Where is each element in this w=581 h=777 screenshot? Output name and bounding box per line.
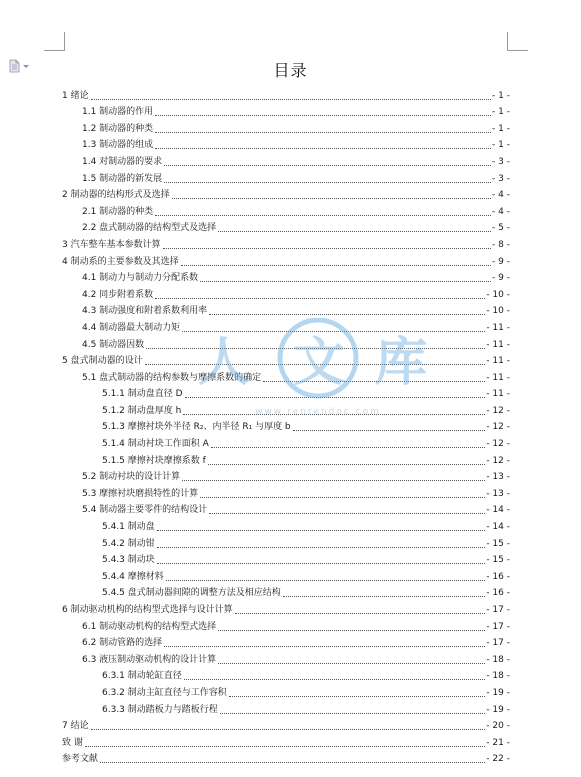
toc-entry-page: - 17 - <box>486 621 510 632</box>
toc-entry-label: 1 绪论 <box>62 90 89 101</box>
toc-entry[interactable] <box>62 732 510 749</box>
toc-entry[interactable] <box>62 317 510 334</box>
toc-leader-dots <box>172 198 491 199</box>
toc-entry[interactable] <box>62 699 510 716</box>
toc-leader-dots <box>155 298 485 299</box>
toc-entry[interactable] <box>62 583 510 600</box>
toc-entry-page: - 17 - <box>486 605 510 615</box>
toc-entry-page: - 18 - <box>486 654 510 665</box>
toc-leader-dots <box>200 281 491 282</box>
toc-entry-page: - 11 - <box>486 356 510 367</box>
toc-entry-page: - 16 - <box>486 588 510 599</box>
toc-leader-dots <box>157 563 486 564</box>
toc-entry-label: 4.4 制动器最大制动力矩 <box>82 322 181 333</box>
toc-entry-page: - 11 - <box>486 339 510 350</box>
toc-entry-label: 6.1 制动驱动机构的结构型式选择 <box>82 621 217 632</box>
toc-entry-page: - 1 - <box>492 90 510 101</box>
toc-entry-page: - 20 - <box>486 721 510 732</box>
toc-entry-label: 4 制动系的主要参数及其选择 <box>62 256 179 267</box>
toc-entry[interactable] <box>62 566 510 583</box>
toc-entry-page: - 9 - <box>492 273 510 284</box>
toc-entry[interactable] <box>62 417 510 434</box>
toc-entry-label: 5.2 制动衬块的设计计算 <box>82 472 181 483</box>
toc-entry-label: 6.3.2 制动主缸直径与工作容积 <box>102 687 227 698</box>
toc-entry-page: - 12 - <box>486 422 510 433</box>
toc-entry-label: 6.3.3 制动踏板力与踏板行程 <box>102 704 218 715</box>
toc-entry[interactable] <box>62 135 510 152</box>
toc-entry-page: - 12 - <box>486 405 510 416</box>
toc-entry[interactable] <box>62 268 510 285</box>
toc-entry[interactable] <box>62 716 510 733</box>
toc-leader-dots <box>263 381 485 382</box>
toc-leader-dots <box>182 480 485 481</box>
toc-leader-dots <box>91 729 486 730</box>
toc-leader-dots <box>85 746 485 747</box>
toc-entry-page: - 8 - <box>492 239 510 250</box>
toc-leader-dots <box>211 447 486 448</box>
toc-entry-label: 4.1 制动力与制动力分配系数 <box>82 273 199 284</box>
toc-entry-page: - 22 - <box>486 754 510 765</box>
toc-leader-dots <box>218 630 485 631</box>
toc-entry[interactable] <box>62 483 510 500</box>
toc-entry[interactable] <box>62 234 510 251</box>
toc-entry[interactable] <box>62 102 510 119</box>
toc-entry-label: 6.3.1 制动轮缸直径 <box>102 671 182 682</box>
toc-entry-page: - 21 - <box>486 737 510 748</box>
toc-leader-dots <box>155 115 491 116</box>
toc-entry-label: 2 制动器的结构形式及选择 <box>62 190 170 201</box>
toc-entry-page: - 5 - <box>492 223 510 234</box>
toc-entry-page: - 4 - <box>492 206 510 217</box>
toc-entry[interactable] <box>62 516 510 533</box>
toc-entry[interactable] <box>62 550 510 567</box>
toc-entry-label: 参考文献 <box>62 754 99 765</box>
toc-leader-dots <box>185 397 486 398</box>
toc-leader-dots <box>181 265 491 266</box>
toc-entry-label: 5.1 盘式制动器的结构参数与摩擦系数的确定 <box>82 372 262 383</box>
toc-entry[interactable] <box>62 682 510 699</box>
toc-title: 目录 <box>273 61 308 80</box>
toc-entry-page: - 12 - <box>486 439 510 450</box>
toc-leader-dots <box>145 364 486 365</box>
toc-entry-label: 5.4.1 制动盘 <box>102 522 155 533</box>
toc-entry-page: - 15 - <box>486 555 510 566</box>
toc-entry-page: - 14 - <box>486 522 510 533</box>
toc-entry-page: - 11 - <box>486 389 510 400</box>
toc-leader-dots <box>183 414 485 415</box>
toc-entry[interactable] <box>62 649 510 666</box>
toc-entry[interactable] <box>62 185 510 202</box>
toc-entry[interactable] <box>62 251 510 268</box>
toc-leader-dots <box>157 547 486 548</box>
toc-entry[interactable] <box>62 533 510 550</box>
toc-entry-page: - 10 - <box>486 289 510 300</box>
toc-entry-page: - 17 - <box>486 638 510 649</box>
crop-mark-top-left <box>44 32 65 51</box>
toc-entry[interactable] <box>62 168 510 185</box>
toc-entry-page: - 9 - <box>492 256 510 267</box>
toc-entry-label: 7 结论 <box>62 721 89 732</box>
toc-entry-page: - 1 - <box>492 140 510 151</box>
toc-entry-label: 4.3 制动强度和附着系数利用率 <box>82 306 208 317</box>
toc-entry[interactable] <box>62 616 510 633</box>
toc-leader-dots <box>166 580 486 581</box>
toc-entry[interactable] <box>62 633 510 650</box>
svg-text:www.renrendoc.com: www.renrendoc.com <box>255 407 381 417</box>
toc-entry-label: 5 盘式制动器的设计 <box>62 356 143 367</box>
toc-entry-page: - 15 - <box>486 538 510 549</box>
toc-leader-dots <box>220 713 486 714</box>
toc-leader-dots <box>208 464 486 465</box>
toc-leader-dots <box>293 430 486 431</box>
toc-entry-label: 5.4.3 制动块 <box>102 555 155 566</box>
toc-entry[interactable] <box>62 218 510 235</box>
toc-entry[interactable] <box>62 85 510 102</box>
toc-leader-dots <box>146 348 485 349</box>
toc-entry[interactable] <box>62 433 510 450</box>
toc-entry[interactable] <box>62 599 510 616</box>
toc-leader-dots <box>164 646 485 647</box>
toc-entry-label: 4.5 制动器因数 <box>82 339 145 350</box>
toc-leader-dots <box>218 231 491 232</box>
toc-entry-page: - 4 - <box>492 190 510 201</box>
toc-entry-label: 1.3 制动器的组成 <box>82 140 154 151</box>
toc-entry-page: - 14 - <box>486 505 510 516</box>
toc-entry-label: 5.1.3 摩擦衬块外半径 R₂、内半径 R₁ 与厚度 b <box>102 422 291 433</box>
toc-entry-label: 6 制动驱动机构的结构型式选择与设计计算 <box>62 605 233 615</box>
toc-entry[interactable] <box>62 201 510 218</box>
toc-entry[interactable] <box>62 367 510 384</box>
toc-entry-label: 2.1 制动器的种类 <box>82 206 154 217</box>
toc-entry-page: - 3 - <box>492 173 510 184</box>
toc-entry[interactable] <box>62 450 510 467</box>
toc-entry[interactable] <box>62 118 510 135</box>
crop-mark-top-right <box>507 32 528 51</box>
toc-entry-page: - 13 - <box>486 488 510 499</box>
toc-entry-label: 1.4 对制动器的要求 <box>82 156 163 167</box>
toc-leader-dots <box>229 696 486 697</box>
toc-entry-page: - 11 - <box>486 372 510 383</box>
toc-leader-dots <box>155 215 491 216</box>
toc-leader-dots <box>91 99 491 100</box>
table-of-contents <box>62 85 510 765</box>
toc-leader-dots <box>200 497 485 498</box>
toc-entry-label: 5.4.2 制动钳 <box>102 538 155 549</box>
toc-leader-dots <box>100 762 485 763</box>
toc-entry-label: 5.4.5 盘式制动器间隙的调整方法及相应结构 <box>102 588 281 599</box>
toc-entry-page: - 19 - <box>486 704 510 715</box>
toc-leader-dots <box>209 314 485 315</box>
toc-leader-dots <box>283 596 486 597</box>
toc-entry-label: 3 汽车整车基本参数计算 <box>62 239 161 250</box>
svg-text:库: 库 <box>375 333 428 393</box>
toc-entry-label: 1.2 制动器的种类 <box>82 123 154 134</box>
toc-entry-label: 1.5 制动器的新发展 <box>82 173 163 184</box>
toc-entry-label: 5.1.5 摩擦衬块摩擦系数 f <box>102 455 206 466</box>
toc-entry-label: 5.3 摩擦衬块磨损特性的计算 <box>82 488 199 499</box>
toc-leader-dots <box>163 248 491 249</box>
toc-entry-label: 5.1.1 制动盘直径 D <box>102 389 183 400</box>
toc-entry[interactable] <box>62 749 510 766</box>
toc-entry-label: 5.4 制动器主要零件的结构设计 <box>82 505 208 516</box>
toc-entry-page: - 1 - <box>492 107 510 118</box>
toc-entry-page: - 1 - <box>492 123 510 134</box>
toc-entry-label: 6.3 液压制动驱动机构的设计计算 <box>82 654 217 665</box>
toc-leader-dots <box>155 148 491 149</box>
toc-entry[interactable] <box>62 284 510 301</box>
toc-leader-dots <box>164 182 491 183</box>
toc-entry-page: - 16 - <box>486 571 510 582</box>
toc-entry-label: 2.2 盘式制动器的结构型式及选择 <box>82 223 217 234</box>
toc-entry[interactable] <box>62 400 510 417</box>
toc-entry-label: 5.4.4 摩擦材料 <box>102 571 164 582</box>
toc-entry-label: 5.1.2 制动盘厚度 h <box>102 405 182 416</box>
toc-entry-page: - 3 - <box>492 156 510 167</box>
toc-leader-dots <box>155 132 491 133</box>
toc-entry-label: 6.2 制动管路的选择 <box>82 638 163 649</box>
toc-leader-dots <box>209 513 485 514</box>
toc-entry-label: 1.1 制动器的作用 <box>82 107 154 118</box>
toc-entry[interactable] <box>62 500 510 517</box>
toc-leader-dots <box>218 663 485 664</box>
svg-text:人: 人 <box>198 333 251 393</box>
toc-entry-page: - 12 - <box>486 455 510 466</box>
toc-entry[interactable] <box>62 467 510 484</box>
toc-entry-label: 致 谢 <box>62 737 83 748</box>
toc-entry-label: 5.1.4 制动衬块工作面积 A <box>102 439 209 450</box>
svg-text:文: 文 <box>293 333 346 393</box>
toc-entry[interactable] <box>62 334 510 351</box>
toc-entry-page: - 18 - <box>486 671 510 682</box>
toc-leader-dots <box>164 165 491 166</box>
toc-leader-dots <box>182 331 485 332</box>
toc-entry-label: 4.2 同步附着系数 <box>82 289 154 300</box>
toc-entry-page: - 13 - <box>486 472 510 483</box>
toc-leader-dots <box>184 679 486 680</box>
toc-entry-page: - 11 - <box>486 322 510 333</box>
toc-entry[interactable] <box>62 301 510 318</box>
toc-entry[interactable] <box>62 151 510 168</box>
toc-entry-page: - 10 - <box>486 306 510 317</box>
toc-leader-dots <box>157 530 486 531</box>
toc-entry-page: - 19 - <box>486 687 510 698</box>
toc-entry[interactable] <box>62 666 510 683</box>
toc-entry[interactable] <box>62 351 510 368</box>
toc-entry[interactable] <box>62 384 510 401</box>
toc-leader-dots <box>235 613 486 614</box>
